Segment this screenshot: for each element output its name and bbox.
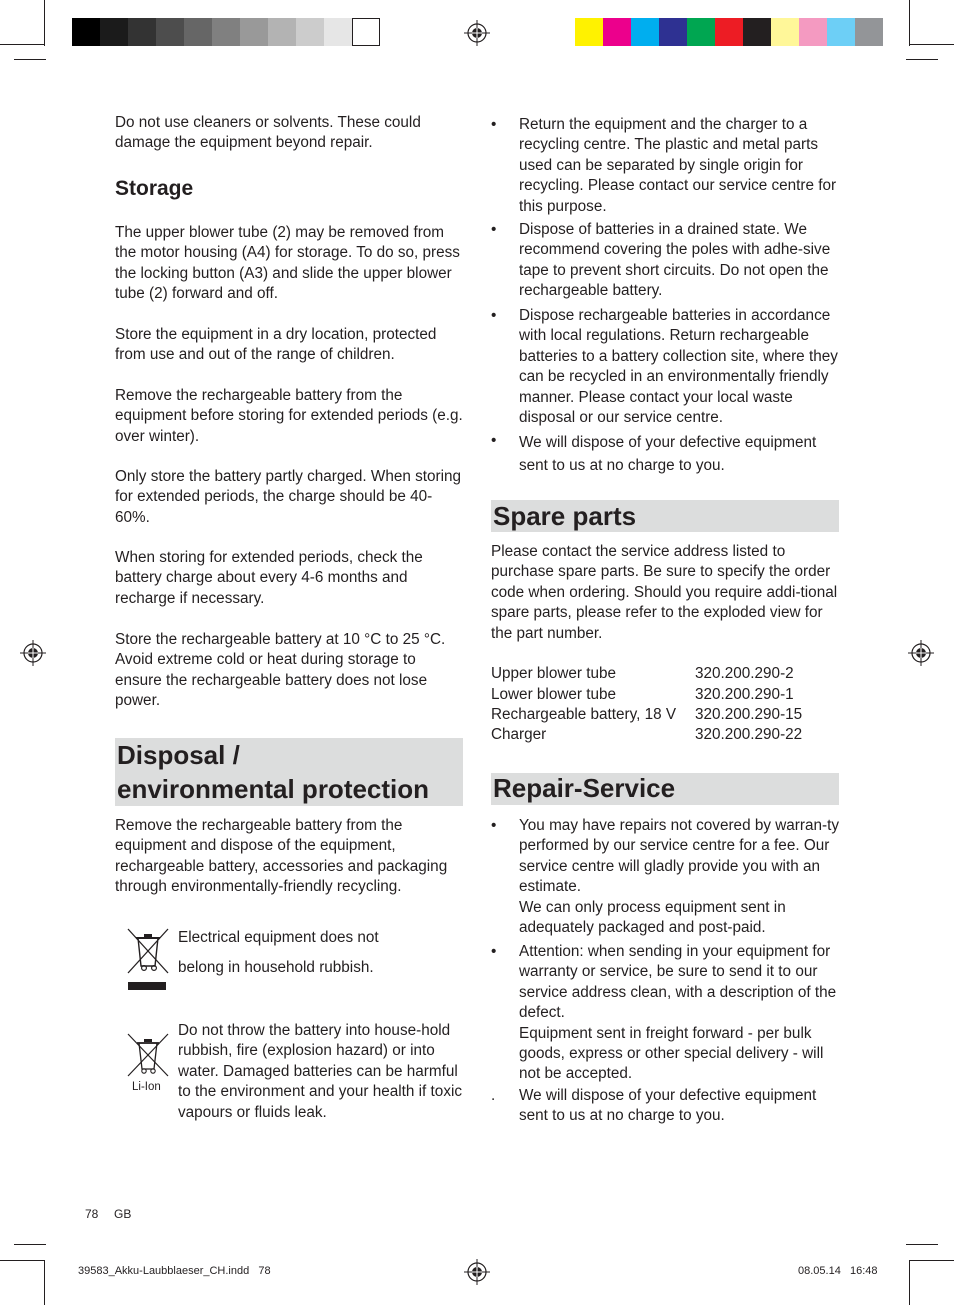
disposal-heading-line1: Disposal /: [117, 740, 240, 770]
part-code: 320.200.290-15: [695, 706, 803, 723]
color-swatch: [72, 18, 100, 46]
bullet-marker: •: [491, 432, 497, 449]
bullet-text-continued: Equipment sent in freight forward - per bulk goods, express or other special delivery - will not be accepted.: [519, 1024, 824, 1083]
bullet-marker: .: [491, 1087, 496, 1104]
right-column: [491, 0, 839, 1140]
storage-heading: Storage: [115, 177, 194, 200]
disposal-bullet-item: [491, 220, 839, 304]
disposal-bullet-item: [491, 431, 839, 475]
spare-parts-text: Please contact the service address listed to purchase spare parts. Be sure to specify the order code when ordering. Should you require addi-tional spare parts, please refer to the exploded view for the part number.: [491, 543, 838, 642]
bullet-text: Dispose rechargeable batteries in accordance with local regulations. Return rechargeable batteries to a battery collection site, where they can be recycled in an environmentally friendly manner. Please contact your local waste disposal or our service centre.: [519, 307, 838, 427]
disposal-heading-line2: environmental protection: [117, 774, 430, 804]
storage-paragraph: The upper blower tube (2) may be removed from the motor housing (A4) for storage. To do so, press the locking button (A3) and slide the upper blower tube (2) forward and off.: [115, 224, 460, 303]
part-code: 320.200.290-2: [695, 665, 794, 682]
bullet-marker: •: [491, 221, 497, 238]
bullet-text: You may have repairs not covered by warran-ty performed by our service centre for a fee. Our service centre will gladly provide you with an estimate.: [519, 817, 839, 896]
disposal-bullet-item: [491, 115, 839, 219]
part-name: Rechargeable battery, 18 V: [491, 706, 677, 723]
part-code: 320.200.290-1: [695, 686, 794, 703]
part-name: Charger: [491, 726, 547, 743]
bullet-text: Dispose of batteries in a drained state. We recommend covering the poles with adhe-sive tape to prevent short circuits. Do not open the rechargeable battery.: [519, 221, 831, 300]
cleaning-note: Do not use cleaners or solvents. These could damage the equipment beyond repair.: [115, 114, 421, 152]
repair-bullet-item: [491, 1086, 839, 1130]
registration-mark-icon: [908, 640, 934, 666]
registration-mark-icon: [464, 1259, 490, 1285]
parts-row: [491, 664, 841, 684]
weee-line1: Electrical equipment does not: [178, 929, 379, 946]
color-swatch: [855, 18, 883, 46]
parts-table: [491, 664, 839, 748]
slug-file-info: 39583_Akku-Laubblaeser_CH.indd 78: [78, 1265, 271, 1277]
spare-parts-heading: Spare parts: [491, 500, 839, 532]
language-code: GB: [114, 1207, 132, 1221]
weee-line2: belong in household rubbish.: [178, 959, 374, 976]
storage-paragraph: Store the equipment in a dry location, protected from use and out of the range of children.: [115, 326, 437, 364]
disposal-bullet-item: [491, 306, 839, 430]
page-number: 78: [85, 1207, 99, 1221]
bullet-marker: •: [491, 943, 497, 960]
disposal-heading: [115, 738, 463, 806]
repair-service-heading: Repair-Service: [491, 773, 839, 805]
storage-paragraph: Only store the battery partly charged. When storing for extended periods, the charge should be 40-60%.: [115, 468, 462, 526]
repair-bullet-item: [491, 816, 839, 942]
storage-paragraph: When storing for extended periods, check the battery charge about every 4-6 months and recharge if necessary.: [115, 549, 423, 607]
part-name: Lower blower tube: [491, 686, 616, 703]
registration-mark-icon: [20, 640, 46, 666]
part-code: 320.200.290-22: [695, 726, 803, 743]
repair-bullet-item: [491, 942, 839, 1088]
slug-date-info: 08.05.14 16:48: [798, 1265, 878, 1277]
bullet-text-continued: We can only process equipment sent in adequately packaged and post-paid.: [519, 898, 786, 937]
crossed-out-wheelie-bin-icon: [127, 928, 169, 990]
registration-mark-icon: [464, 20, 490, 46]
disposal-text: Remove the rechargeable battery from the equipment and dispose of the equipment, rechargeable battery, accessories and packaging through environmentally-friendly recycling.: [115, 817, 448, 896]
storage-paragraph: Remove the rechargeable battery from the equipment before storing for extended periods (e.g. over winter).: [115, 387, 463, 445]
bullet-marker: •: [491, 817, 497, 834]
part-name: Upper blower tube: [491, 665, 616, 682]
li-ion-label: Li-Ion: [132, 1081, 161, 1093]
parts-row: [491, 705, 841, 725]
bullet-text: We will dispose of your defective equipment sent to us at no charge to you.: [519, 434, 817, 474]
bullet-text: Attention: when sending in your equipment for warranty or service, be sure to send it to our service address clean, with a description of the defect.: [519, 943, 837, 1022]
parts-row: [491, 685, 841, 705]
bullet-marker: •: [491, 116, 497, 133]
bullet-text: We will dispose of your defective equipment sent to us at no charge to you.: [519, 1087, 817, 1125]
battery-notice: Do not throw the battery into house-hold rubbish, fire (explosion hazard) or into water. Damaged batteries can be harmful to the environment and your health if toxic vapours or fluids leak.: [178, 1022, 463, 1121]
left-column: [115, 0, 463, 1140]
bullet-text: Return the equipment and the charger to a recycling centre. The plastic and metal parts used can be separated by single origin for recycling. Please contact our service centre for this purpose.: [519, 116, 837, 215]
crossed-out-battery-bin-icon: [127, 1033, 169, 1077]
storage-paragraph: Store the rechargeable battery at 10 °C to 25 °C. Avoid extreme cold or heat during storage to ensure the rechargeable battery does not lose power.: [115, 631, 446, 710]
parts-row: [491, 725, 841, 745]
bullet-marker: •: [491, 307, 497, 324]
